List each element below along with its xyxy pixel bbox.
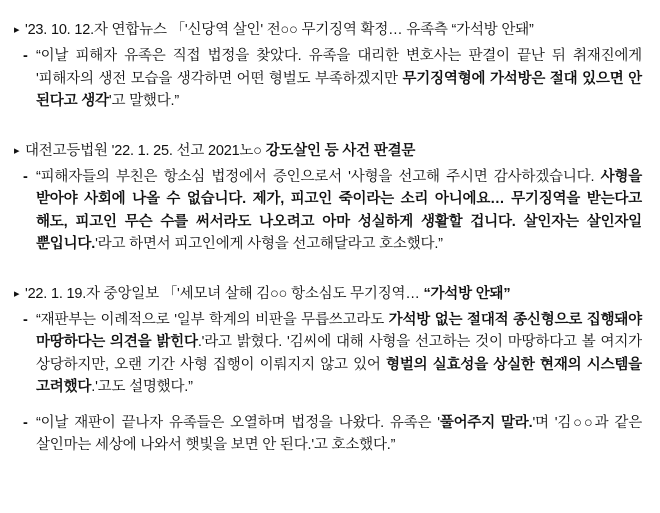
headline-paragraph <box>14 284 642 304</box>
text-run: '23. 10. 12.자 연합뉴스 「'신당역 살인' 전○○ 무기징역 확정… 유족측 “가석방 안돼” <box>25 22 534 38</box>
quote-paragraph <box>14 309 642 399</box>
dash-bullet-icon: - <box>23 48 28 64</box>
text-run: '22. 1. 19.자 중앙일보 「'세모녀 살해 김○○ 항소심도 무기징역… <box>25 285 424 302</box>
paragraph-spacer <box>14 115 642 135</box>
emphasized-text-run: 사형을 받아야 사회에 나올 수 없습니다. 제가, 피고인 죽이라는 소리 아니에요… 무기징역을 받는다고 해도, 피고인 무슨 수를 써서라도 나오려고 아마 성실하게 생활할 겁니다. 살인자는 살인자일 뿐입니다. <box>36 168 642 252</box>
emphasized-text-run: “가석방 안돼” <box>423 285 511 302</box>
text-run: “피해자들의 부친은 항소심 법정에서 증인으로서 '사형을 선고해 주시면 감사하겠습니다. <box>36 168 601 185</box>
dash-bullet-icon: - <box>23 311 28 328</box>
triangle-bullet-icon: ▸ <box>14 24 20 36</box>
paragraph-spacer <box>14 258 642 278</box>
triangle-bullet-icon: ▸ <box>14 144 20 157</box>
dash-bullet-icon: - <box>23 168 28 185</box>
text-run: '고 말했다.” <box>108 93 179 109</box>
quote-paragraph <box>14 166 642 256</box>
text-run: “이날 피해자 유족은 직접 법정을 찾았다. 유족을 대리한 변호사는 판결이 끝난 뒤 취재진에게 '피해자의 생전 모습을 생각하면 어떤 형벌도 부족하겠지만 <box>36 48 642 87</box>
headline-paragraph <box>14 20 642 40</box>
paragraph-text <box>36 309 642 399</box>
emphasized-text-run: 무기징역형에 가석방은 절대 있으면 안 된다고 생각 <box>36 70 642 109</box>
paragraph-text <box>25 141 642 161</box>
text-run: .'라고 밝혔다. '김씨에 대해 사형을 선고하는 것이 마땅하다고 볼 여지가 상당하지만, 오랜 기간 사형 집행이 이뤄지지 않고 있어 <box>36 334 642 373</box>
triangle-bullet-icon: ▸ <box>14 287 20 300</box>
quote-paragraph <box>14 412 642 457</box>
paragraph-text <box>25 284 642 304</box>
text-run: “재판부는 이례적으로 '일부 학계의 비판을 무릅쓰고라도 <box>36 311 389 328</box>
paragraph-text <box>25 20 642 40</box>
dash-bullet-icon: - <box>23 414 28 431</box>
document-content <box>14 20 642 457</box>
emphasized-text-run: 형벌의 실효성을 상실한 현재의 시스템을 고려했다 <box>36 356 642 395</box>
paragraph-spacer <box>14 401 642 407</box>
text-run: '라고 하면서 피고인에게 사형을 선고해달라고 호소했다.” <box>95 236 443 252</box>
text-run: 대전고등법원 '22. 1. 25. 선고 2021노○ <box>25 142 266 159</box>
headline-paragraph <box>14 141 642 161</box>
paragraph-text <box>36 412 642 457</box>
paragraph-text <box>36 45 642 113</box>
text-run: “이날 재판이 끝나자 유족들은 오열하며 법정을 나왔다. 유족은 ' <box>36 414 440 431</box>
emphasized-text-run: 가석방 없는 절대적 종신형으로 집행돼야 마땅하다는 의견을 밝힌다 <box>36 311 642 350</box>
text-run: '며 '김○○과 같은 살인마는 세상에 나와서 햇빛을 보면 안 된다.'고 호소했다.” <box>36 414 642 453</box>
quote-paragraph <box>14 45 642 113</box>
paragraph-text <box>36 166 642 256</box>
emphasized-text-run: 강도살인 등 사건 판결문 <box>265 142 416 159</box>
emphasized-text-run: 풀어주지 말라. <box>439 414 533 431</box>
text-run: .'고도 설명했다.” <box>91 379 193 395</box>
